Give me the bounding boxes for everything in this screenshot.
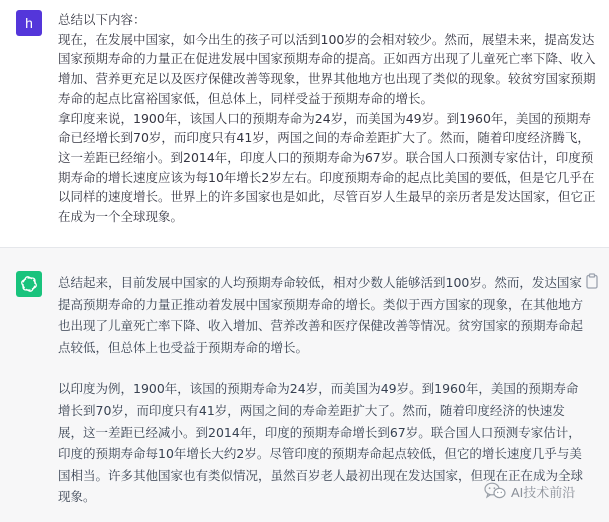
user-message-text <box>58 10 598 227</box>
user-message-line: 现在，在发展中国家，如今出生的孩子可以活到100岁的会相对较少。然而，展望未来，提高发达国家预期寿命的力量正在促进发展中国家预期寿命的提高。正如西方出现了儿童死亡率下降、收入增加、营养更充足以及医疗保健改善等现象，世界其他地方也出现了类似的现象。较贫穷国家预期寿命的起点比富裕国家低，但总体上，同样受益于预期寿命的增长。 <box>58 31 596 106</box>
user-message-line: 拿印度来说，1900年，该国人口的预期寿命为24岁，而美国为49岁。到1960年，美国的预期寿命已经增长到70岁，而印度只有41岁，两国之间的寿命差距扩大了。然而，随着印度经济腾飞，这一差距已经缩小。到2014年，印度人口的预期寿命为67岁。联合国人口预测专家估计，印度预期寿命的增长速度应该为每10年增长2岁左右。印度预期寿命的起点比美国的要低，但是它几乎在以同样的速度增长。世界上的许多国家也是如此，尽管百岁人生最早的亲历者是发达国家，但它正在成为一个全球现象。 <box>58 110 596 225</box>
assistant-message-text <box>58 272 583 508</box>
wechat-icon <box>484 482 506 500</box>
user-message-line: 总结以下内容： <box>58 12 146 27</box>
watermark-text: AI技术前沿 <box>511 484 576 500</box>
openai-logo-icon <box>20 275 38 293</box>
assistant-avatar <box>16 271 42 297</box>
user-message <box>0 0 609 248</box>
assistant-paragraph: 总结起来，目前发展中国家的人均预期寿命较低，相对少数人能够活到100岁。然而，发达国家提高预期寿命的力量正推动着发展中国家预期寿命的增长。类似于西方国家的现象，在其他地方也出现了儿童死亡率下降、收入增加、营养改善和医疗保健改善等情况。贫穷国家的预期寿命起点较低，但总体上也受益于预期寿命的增长。 <box>58 275 584 355</box>
user-avatar: h <box>16 10 42 36</box>
clipboard-icon[interactable] <box>585 273 599 289</box>
watermark <box>484 480 575 502</box>
assistant-paragraph: 以印度为例，1900年，该国的预期寿命为24岁，而美国为49岁。到1960年，美国的预期寿命增长到70岁，而印度只有41岁，两国之间的寿命差距扩大了。然而，随着印度经济的快速发展，这一差距已经减小。到2014年，印度的预期寿命增长到67岁。联合国人口预测专家估计，印度的预期寿命每10年增长大约2岁。尽管印度的预期寿命起点较低，但它的增长速度几乎与美国相当。许多其他国家也有类似情况，虽然百岁老人最初出现在发达国家，但现在正在成为全球现象。 <box>58 381 584 505</box>
